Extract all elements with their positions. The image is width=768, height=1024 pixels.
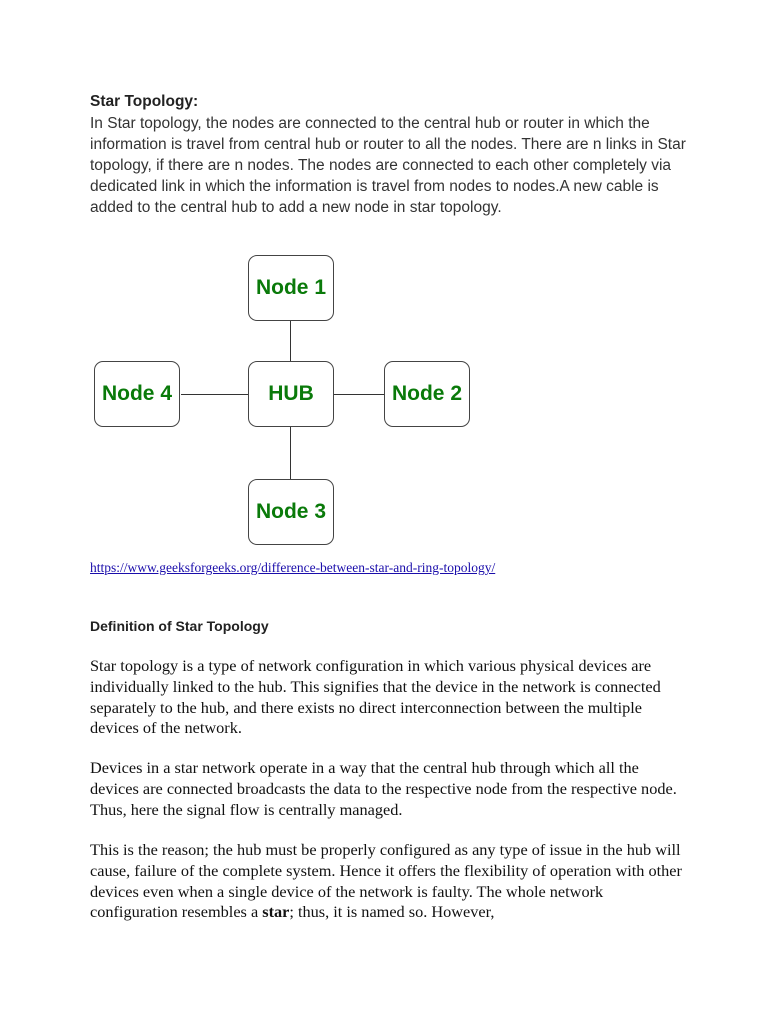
node-3-box: Node 3: [248, 479, 334, 545]
definition-paragraph-3: [90, 840, 690, 923]
link-hub-node-4: [181, 394, 248, 395]
hub-box: HUB: [248, 361, 334, 427]
link-hub-node-3: [290, 427, 291, 479]
definition-paragraph-2: Devices in a star network operate in a way that the central hub through which all the devices are connected broadcasts the data to the respective node from the respective node. Thus, here the signal flow is centrally managed.: [90, 758, 677, 819]
node-2-box: Node 2: [384, 361, 470, 427]
node-4-box: Node 4: [94, 361, 180, 427]
source-link[interactable]: https://www.geeksforgeeks.org/difference-between-star-and-ring-topology/: [90, 560, 496, 575]
section-heading: Star Topology:: [90, 93, 199, 110]
definition-heading: Definition of Star Topology: [90, 618, 269, 634]
star-topology-diagram: [90, 251, 472, 546]
link-hub-node-1: [290, 321, 291, 361]
definition-paragraph-1: Star topology is a type of network configuration in which various physical devices are individually linked to the hub. This signifies that the device in the network is connected separately to the hub, and there exists no direct interconnection between the multiple devices of the network.: [90, 656, 661, 738]
node-1-box: Node 1: [248, 255, 334, 321]
star-emphasis: star: [262, 902, 290, 922]
paragraph-3-text-start: This is the reason; the hub must be properly configured as any type of issue in the hub will cause, failure of the complete system. Hence it offers the flexibility of operation with other devices even when a single device of the network is faulty. The whole network configuration resembles a: [90, 840, 682, 922]
intro-paragraph: In Star topology, the nodes are connected to the central hub or router in which the information is travel from central hub or router to all the nodes. There are n links in Star topology, if there are n nodes. The nodes are connected to each other completely via dedicated link in which the information is travel from nodes to nodes.A new cable is added to the central hub to add a new node in star topology.: [90, 115, 686, 216]
paragraph-3-text-end: ; thus, it is named so. However,: [289, 902, 495, 922]
link-hub-node-2: [334, 394, 384, 395]
